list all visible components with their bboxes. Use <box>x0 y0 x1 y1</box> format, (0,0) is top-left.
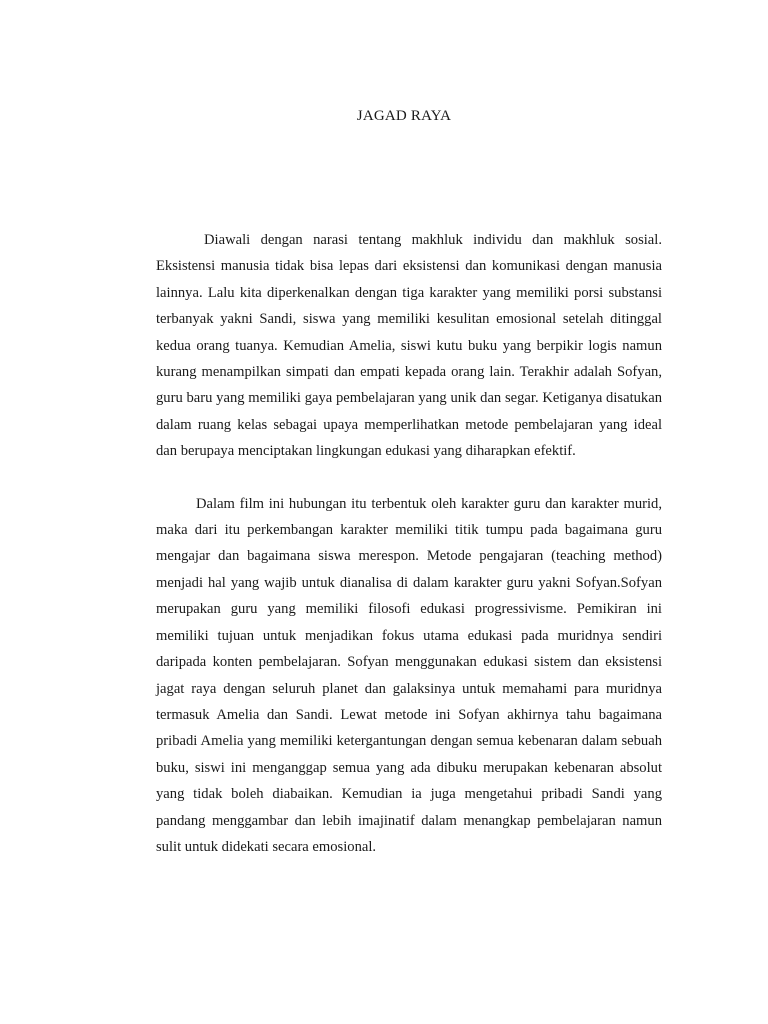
paragraph-2: Dalam film ini hubungan itu terbentuk oleh karakter guru dan karakter murid, maka dari itu perkembangan karakter memiliki titik tumpu pada bagaimana guru mengajar dan bagaimana siswa merespon. Metode pengajaran (teaching method) menjadi hal yang wajib untuk dianalisa di dalam karakter guru yakni Sofyan.Sofyan merupakan guru yang memiliki filosofi edukasi progressivisme. Pemikiran ini memiliki tujuan untuk menjadikan fokus utama edukasi pada muridnya sendiri daripada konten pembelajaran. Sofyan menggunakan edukasi sistem dan eksistensi jagat raya dengan seluruh planet dan galaksinya untuk memahami para muridnya termasuk Amelia dan Sandi. Lewat metode ini Sofyan akhirnya tahu bagaimana pribadi Amelia yang memiliki ketergantungan dengan semua kebenaran dalam sebuah buku, siswi ini menganggap semua yang ada dibuku merupakan kebenaran absolut yang tidak boleh diabaikan. Kemudian ia juga mengetahui pribadi Sandi yang pandang menggambar dan lebih imajinatif dalam menangkap pembelajaran namun sulit untuk didekati secara emosional. <box>156 495 662 855</box>
document-title: JAGAD RAYA <box>356 108 452 124</box>
paragraph-1: Diawali dengan narasi tentang makhluk individu dan makhluk sosial. Eksistensi manusia tidak bisa lepas dari eksistensi dan komunikasi dengan manusia lainnya. Lalu kita diperkenalkan dengan tiga karakter yang memiliki porsi substansi terbanyak yakni Sandi, siswa yang memiliki kesulitan emosional setelah ditinggal kedua orang tuanya. Kemudian Amelia, siswi kutu buku yang berpikir logis namun kurang menampilkan simpati dan empati kepada orang lain. Terakhir adalah Sofyan, guru baru yang memiliki gaya pembelajaran yang unik dan segar. Ketiganya disatukan dalam ruang kelas sebagai upaya memperlihatkan metode pembelajaran yang ideal dan berupaya menciptakan lingkungan edukasi yang diharapkan efektif. <box>156 232 662 460</box>
document-body <box>156 227 662 860</box>
